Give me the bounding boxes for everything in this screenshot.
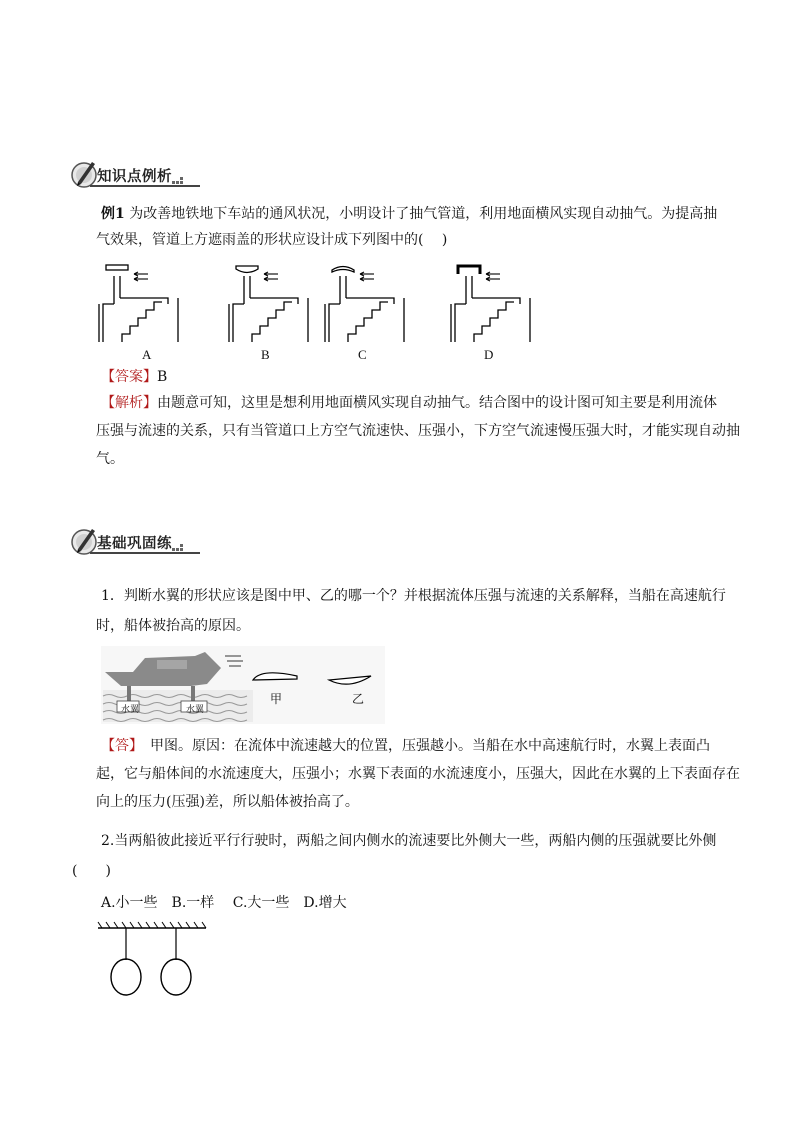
- diagram-option-a: [96, 262, 186, 346]
- q2-options: A.小一些 B.一样 C.大一些 D.增大: [101, 895, 347, 911]
- example-label: 例1: [101, 206, 125, 222]
- example1-analysis-line1: 【解析】由题意可知，这里是想利用地面横风实现自动抽气。结合图中的设计图可知主要是利用流体: [101, 395, 717, 411]
- option-label-a: A: [142, 347, 152, 362]
- option-label-d: D: [484, 347, 494, 362]
- q1-answer-line1: 【答】 甲图。原因：在流体中流速越大的位置，压强越小。当船在水中高速航行时，水翼上表面凸: [101, 738, 710, 754]
- fig-label-jia: 甲: [270, 692, 283, 706]
- q1-answer-line2: 起，它与船体间的水流速度大，压强小；水翼下表面的水流速度小，压强大，因此在水翼的上下表面存在: [96, 766, 740, 782]
- q1-line1: 1．判断水翼的形状应该是图中甲、乙的哪一个？并根据流体压强与流速的关系解释，当船在高速航行: [101, 588, 726, 604]
- hydrofoil-boat-figure: [101, 646, 385, 724]
- wing-label-left: 水翼: [121, 705, 140, 715]
- example1-question-line1: 例1 为改善地铁地下车站的通风状况，小明设计了抽气管道，利用地面横风实现自动抽气。为提高抽: [101, 206, 718, 222]
- diagram-option-b: [226, 262, 316, 346]
- answer-tag: 【答】: [101, 738, 136, 754]
- example1-answer: [101, 364, 167, 390]
- example1-analysis-line2: 压强与流速的关系，只有当管道口上方空气流速快、压强小，下方空气流速慢压强大时，才能实现自动抽: [96, 423, 740, 439]
- diagram-option-c: [322, 262, 412, 346]
- q1-line2: 时，船体被抬高的原因。: [96, 618, 250, 634]
- option-label-c: C: [358, 347, 367, 362]
- example1-analysis-line3: 气。: [96, 451, 124, 467]
- section-title: 知识点例析: [97, 169, 172, 185]
- example1-question-line2: 气效果，管道上方遮雨盖的形状应设计成下列图中的( ): [96, 232, 448, 248]
- decorative-dots-icon: [172, 177, 184, 187]
- decorative-dots-icon: [172, 544, 184, 554]
- q1-answer-line3: 向上的压力(压强)差，所以船体被抬高了。: [96, 794, 359, 810]
- option-label-b: B: [261, 347, 270, 362]
- diagram-option-d: [448, 262, 538, 346]
- wing-label-right: 水翼: [186, 705, 205, 715]
- answer-tag: 【答案】: [101, 369, 157, 385]
- answer-value: B: [157, 369, 168, 385]
- hanging-balls-figure: [96, 920, 208, 1000]
- q2-line1: 2.当两船彼此接近平行行驶时，两船之间内侧水的流速要比外侧大一些，两船内侧的压强就要比外侧: [101, 833, 717, 849]
- section-header-basics: [70, 525, 200, 559]
- section-header-knowledge: [70, 158, 200, 192]
- q2-line2: ( ): [72, 863, 111, 879]
- fig-label-yi: 乙: [352, 692, 365, 706]
- analysis-tag: 【解析】: [101, 395, 157, 411]
- section-title: 基础巩固练: [97, 536, 172, 552]
